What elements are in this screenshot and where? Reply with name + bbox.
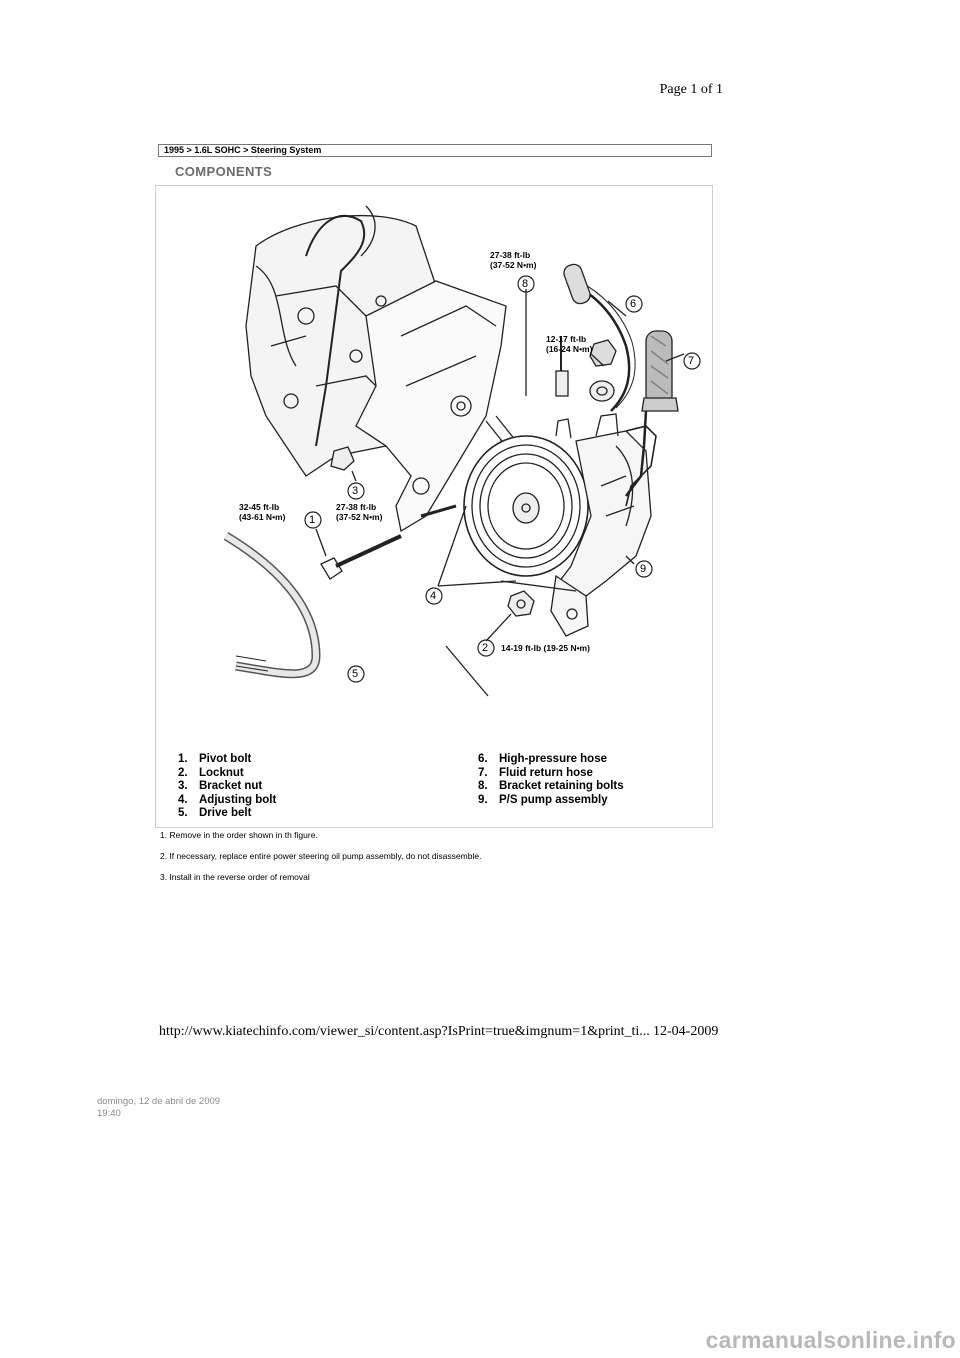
legend-item: 9. P/S pump assembly [478, 793, 608, 806]
timestamp [97, 1096, 220, 1120]
section-heading: COMPONENTS [175, 164, 273, 179]
callout-num-1: 1 [309, 514, 316, 526]
callout-num-6: 6 [630, 298, 637, 310]
timestamp-date: domingo, 12 de abril de 2009 [97, 1096, 221, 1107]
legend-item: 1. Pivot bolt [178, 753, 252, 765]
legend-item: 6. High-pressure hose [478, 753, 607, 765]
timestamp-time: 19:40 [97, 1108, 121, 1119]
legend-item: 8. Bracket retaining bolts [478, 780, 624, 792]
torque-3-nm: (37-52 N•m) [336, 512, 383, 522]
callout-num-7: 7 [688, 355, 695, 367]
torque-label-6 [546, 334, 592, 354]
torque-1-nm: (43-61 N•m) [239, 512, 286, 522]
legend-item: 7. Fluid return hose [478, 766, 593, 779]
legend-item: 4. Adjusting bolt [178, 793, 277, 806]
components-figure [155, 185, 713, 828]
torque-label-2: 14-19 ft-lb (19-25 N•m) [501, 643, 590, 653]
step-item: 1. Remove in the order shown in th figure. [160, 830, 318, 840]
step-item: 3. Install in the reverse order of removal [160, 872, 310, 882]
legend-item: 3. Bracket nut [178, 780, 263, 792]
watermark: carmanualsonline.info [705, 1327, 956, 1353]
page-number: Page 1 of 1 [659, 82, 723, 97]
instruction-steps [160, 830, 481, 893]
callout-num-9: 9 [640, 563, 647, 575]
callout-num-5: 5 [352, 668, 359, 680]
torque-label-8 [490, 250, 536, 270]
torque-1-ftlb: 32-45 ft-lb [239, 502, 280, 512]
legend-item: 5. Drive belt [178, 807, 252, 819]
step-item: 2. If necessary, replace entire power steering oil pump assembly, do not disassemble. [160, 851, 482, 861]
footer-url: http://www.kiatechinfo.com/viewer_si/content.asp?IsPrint=true&imgnum=1&print_ti... [159, 1024, 650, 1039]
legend-right [478, 753, 624, 807]
torque-label-1 [239, 502, 285, 522]
legend-item: 2. Locknut [178, 766, 244, 779]
legend-left [178, 753, 276, 821]
callout-num-2: 2 [482, 642, 489, 654]
footer-date: 12-04-2009 [653, 1024, 719, 1039]
torque-8-ftlb: 27-38 ft-lb [490, 250, 531, 260]
torque-label-3 [336, 502, 382, 522]
torque-6-nm: (16-24 N•m) [546, 344, 593, 354]
torque-6-ftlb: 12-17 ft-lb [546, 334, 587, 344]
callout-num-3: 3 [352, 485, 359, 497]
torque-3-ftlb: 27-38 ft-lb [336, 502, 377, 512]
torque-8-nm: (37-52 N•m) [490, 260, 537, 270]
callout-num-4: 4 [430, 590, 437, 602]
callout-num-8: 8 [522, 278, 529, 290]
breadcrumb: 1995 > 1.6L SOHC > Steering System [158, 144, 712, 157]
